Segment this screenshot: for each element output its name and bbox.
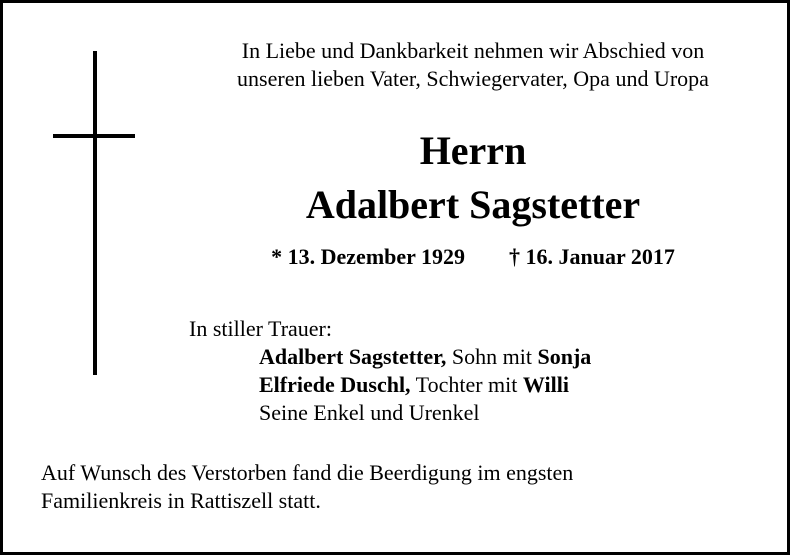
mourner-name: Adalbert Sagstetter, (259, 344, 447, 369)
cross-horizontal-bar (53, 134, 135, 138)
mourner-relation: Sohn mit (446, 344, 538, 369)
intro-text (193, 37, 753, 93)
life-dates (193, 243, 753, 271)
mourner-relation: Tochter mit (410, 372, 523, 397)
footer-note (41, 459, 761, 515)
intro-line-2: unseren lieben Vater, Schwiegervater, Opa und Uropa (237, 66, 709, 91)
mourner-name: Elfriede Duschl, (259, 372, 411, 397)
footer-line-1: Auf Wunsch des Verstorben fand die Beerdigung im engsten (41, 460, 574, 485)
death-date: † 16. Januar 2017 (509, 244, 675, 269)
footer-line-2: Familienkreis in Rattiszell statt. (41, 488, 321, 513)
salutation: Herrn (419, 128, 527, 173)
mourner-partner: Willi (522, 372, 569, 397)
mourner-line (259, 371, 591, 399)
cross-vertical-bar (93, 51, 97, 375)
mourners-list (259, 343, 591, 427)
birth-date: * 13. Dezember 1929 (271, 244, 466, 269)
grandchildren-line: Seine Enkel und Urenkel (259, 400, 480, 425)
mourner-partner: Sonja (537, 344, 592, 369)
deceased-name: Adalbert Sagstetter (305, 182, 641, 227)
mourner-line (259, 343, 591, 371)
intro-line-1: In Liebe und Dankbarkeit nehmen wir Abschied von (241, 38, 705, 63)
mourning-heading: In stiller Trauer: (189, 316, 332, 341)
